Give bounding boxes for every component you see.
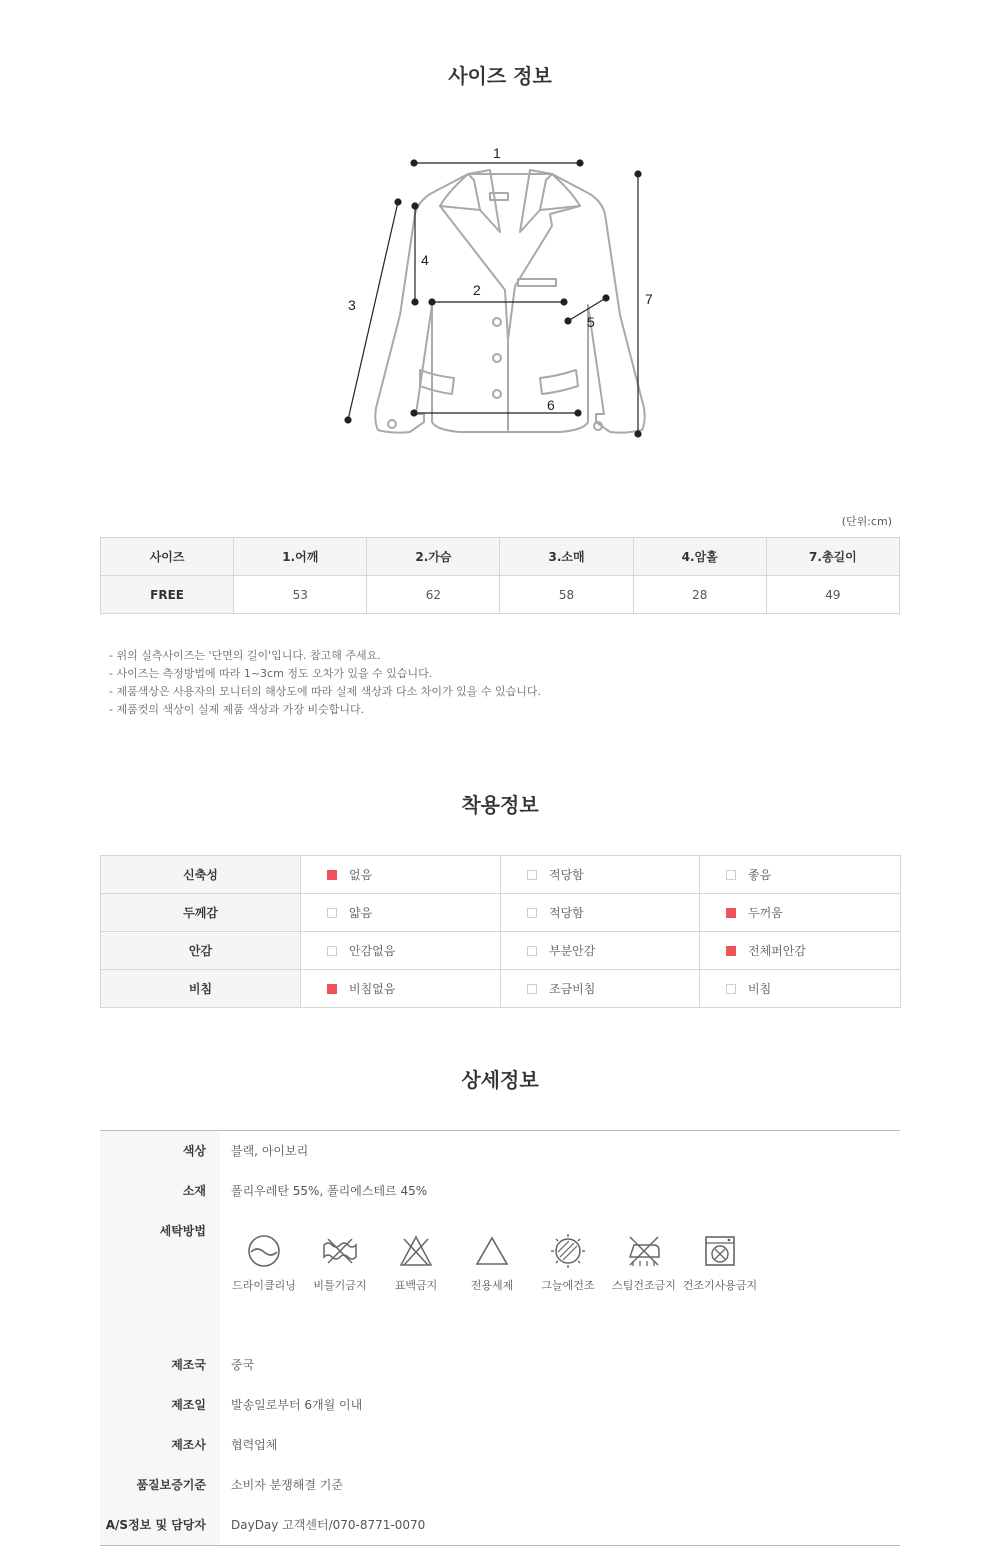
detail-key: 세탁방법: [100, 1211, 220, 1345]
size-table: [100, 537, 900, 614]
wash-label: 드라이클리닝: [232, 1279, 296, 1292]
detail-info-title: 상세정보: [461, 1068, 539, 1092]
size-table-row: [101, 576, 900, 614]
detail-row-material: [100, 1171, 900, 1211]
detail-key: 품질보증기준: [100, 1465, 220, 1505]
no-steam-dry-icon: [624, 1231, 664, 1271]
wear-option: [700, 894, 901, 932]
wear-option-label: 없음: [349, 868, 373, 882]
wash-item: [454, 1231, 530, 1293]
wash-item: [226, 1231, 302, 1293]
detail-key: 제조국: [100, 1345, 220, 1385]
wash-item: [378, 1231, 454, 1293]
diagram-label-3: 3: [348, 297, 356, 313]
detail-row-washing: [100, 1211, 900, 1345]
detail-value: 협력업체: [231, 1438, 278, 1452]
size-info-title: 사이즈 정보: [448, 64, 552, 88]
checkbox-icon: [327, 984, 337, 994]
diagram-label-4: 4: [421, 252, 429, 268]
checkbox-icon: [527, 908, 537, 918]
diagram-label-1: 1: [493, 145, 501, 161]
wear-option-label: 두꺼움: [748, 906, 783, 920]
wear-option: [700, 932, 901, 970]
checkbox-icon: [327, 946, 337, 956]
wear-row-thickness: [101, 894, 901, 932]
wear-option: [501, 894, 700, 932]
size-note: - 제품컷의 색상이 실제 제품 색상과 가장 비슷합니다.: [109, 703, 365, 716]
size-header-cell: 사이즈: [101, 538, 234, 576]
checkbox-icon: [726, 946, 736, 956]
wear-option: [301, 970, 501, 1008]
detail-value: 블랙, 아이보리: [231, 1144, 309, 1158]
size-notes: [109, 647, 541, 719]
wear-option: [501, 856, 700, 894]
detail-row-maker: [100, 1425, 900, 1465]
size-cell-value: 58: [500, 576, 633, 614]
wear-row-sheerness: [101, 970, 901, 1008]
size-note: - 위의 실측사이즈는 '단면의 길이'입니다. 참고해 주세요.: [109, 649, 381, 662]
size-note: - 사이즈는 측정방법에 따라 1~3cm 정도 오차가 있을 수 있습니다.: [109, 667, 433, 680]
diagram-label-7: 7: [645, 291, 653, 307]
detail-key: 소재: [100, 1171, 220, 1211]
jacket-illustration: [340, 140, 660, 450]
detail-row-country: [100, 1345, 900, 1385]
size-cell-value: 62: [367, 576, 500, 614]
detail-key: 색상: [100, 1131, 220, 1171]
detail-value: 중국: [231, 1358, 255, 1372]
jacket-size-diagram: [340, 140, 660, 450]
neutral-detergent-icon: [472, 1231, 512, 1271]
wear-row-stretch: [101, 856, 901, 894]
detail-row-color: [100, 1131, 900, 1171]
wear-option: [501, 970, 700, 1008]
wear-option-label: 비침: [748, 982, 772, 996]
wear-option-label: 좋음: [748, 868, 772, 882]
unit-label: (단위:cm): [841, 515, 892, 528]
wear-option-label: 조금비침: [549, 982, 596, 996]
detail-row-as: [100, 1505, 900, 1545]
wear-option: [501, 932, 700, 970]
size-table-header-row: [101, 538, 900, 576]
no-tumble-dry-icon: [700, 1231, 740, 1271]
wear-option: [301, 894, 501, 932]
wear-row-label: 비침: [101, 970, 301, 1008]
checkbox-icon: [527, 870, 537, 880]
wear-row-lining: [101, 932, 901, 970]
wear-option: [301, 856, 501, 894]
wear-option-label: 비침없음: [349, 982, 396, 996]
size-header-cell: 4.암홀: [633, 538, 766, 576]
wear-info-table: [100, 855, 901, 1008]
checkbox-icon: [327, 908, 337, 918]
detail-value: 폴리우레탄 55%, 폴리에스테르 45%: [231, 1184, 428, 1198]
size-header-cell: 1.어깨: [234, 538, 367, 576]
wash-item: [302, 1231, 378, 1293]
detail-value: DayDay 고객센터/070-8771-0070: [231, 1518, 426, 1532]
size-cell-value: 53: [234, 576, 367, 614]
checkbox-icon: [726, 908, 736, 918]
detail-row-quality: [100, 1465, 900, 1505]
detail-key: A/S정보 및 담당자: [100, 1505, 220, 1545]
size-header-cell: 7.총길이: [766, 538, 899, 576]
wear-option: [700, 856, 901, 894]
detail-info-table: [100, 1130, 900, 1546]
wear-option-label: 안감없음: [349, 944, 396, 958]
checkbox-icon: [726, 870, 736, 880]
wash-label: 표백금지: [394, 1279, 438, 1292]
dry-clean-icon: [244, 1231, 284, 1271]
size-cell-name: FREE: [101, 576, 234, 614]
detail-value: 발송일로부터 6개월 이내: [231, 1398, 363, 1412]
diagram-label-2: 2: [473, 282, 481, 298]
wear-option-label: 부분안감: [549, 944, 596, 958]
no-bleach-icon: [396, 1231, 436, 1271]
detail-value: 소비자 분쟁해결 기준: [231, 1478, 343, 1492]
diagram-label-5: 5: [587, 314, 595, 330]
checkbox-icon: [527, 946, 537, 956]
no-wring-icon: [320, 1231, 360, 1271]
wash-label: 그늘에건조: [541, 1279, 595, 1292]
wear-option-label: 적당함: [549, 868, 584, 882]
checkbox-icon: [726, 984, 736, 994]
wear-option-label: 얇음: [349, 906, 373, 920]
size-note: - 제품색상은 사용자의 모니터의 해상도에 따라 실제 색상과 다소 차이가 있을 수 있습니다.: [109, 685, 541, 698]
checkbox-icon: [327, 870, 337, 880]
wash-label: 건조기사용금지: [682, 1279, 758, 1292]
detail-key: 제조일: [100, 1385, 220, 1425]
size-header-cell: 3.소매: [500, 538, 633, 576]
wear-option-label: 전체퍼안감: [748, 944, 806, 958]
wear-info-title: 착용정보: [461, 793, 539, 817]
size-cell-value: 49: [766, 576, 899, 614]
size-header-cell: 2.가슴: [367, 538, 500, 576]
wear-option: [301, 932, 501, 970]
wear-option-label: 적당함: [549, 906, 584, 920]
wash-icon-list: [220, 1211, 758, 1345]
wash-label: 비틀기금지: [313, 1279, 367, 1292]
wash-item: [606, 1231, 682, 1293]
detail-key: 제조사: [100, 1425, 220, 1465]
wear-row-label: 안감: [101, 932, 301, 970]
checkbox-icon: [527, 984, 537, 994]
detail-row-date: [100, 1385, 900, 1425]
wear-row-label: 두께감: [101, 894, 301, 932]
size-cell-value: 28: [633, 576, 766, 614]
wear-option: [700, 970, 901, 1008]
diagram-label-6: 6: [547, 397, 555, 413]
shade-dry-icon: [548, 1231, 588, 1271]
wear-row-label: 신축성: [101, 856, 301, 894]
wash-item: [682, 1231, 758, 1293]
wash-label: 스팀건조금지: [612, 1279, 676, 1292]
wash-item: [530, 1231, 606, 1293]
wash-label: 전용세제: [470, 1279, 514, 1292]
